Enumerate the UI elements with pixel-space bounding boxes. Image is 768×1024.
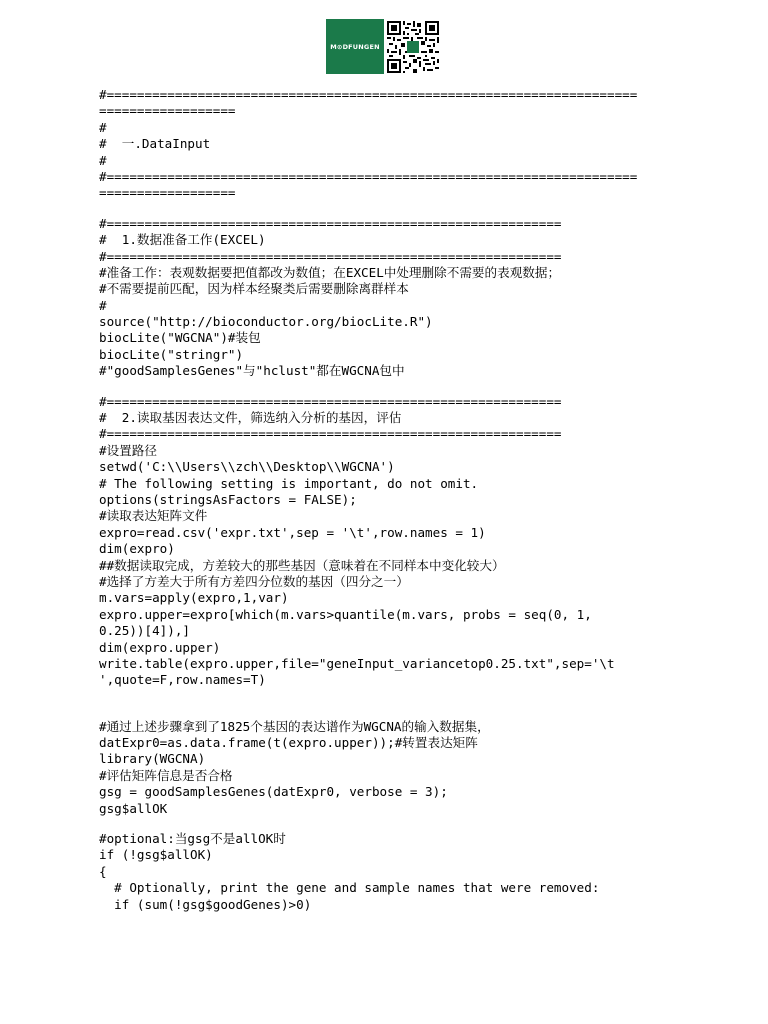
code-line: ==================	[99, 185, 236, 201]
code-line: expro=read.csv('expr.txt',sep = '\t',row.names = 1)	[99, 524, 486, 540]
code-line: #============================================================	[99, 215, 562, 231]
code-line: #设置路径	[99, 442, 157, 458]
code-line: # Optionally, print the gene and sample names that were removed:	[99, 880, 600, 896]
code-line: #"goodSamplesGenes"与"hclust"都在WGCNA包中	[99, 363, 405, 379]
code-line: datExpr0=as.data.frame(t(expro.upper));#转置表达矩阵	[99, 735, 478, 751]
code-line: m.vars=apply(expro,1,var)	[99, 590, 289, 606]
code-line: options(stringsAsFactors = FALSE);	[99, 491, 357, 507]
code-line: # The following setting is important, do not omit.	[99, 475, 479, 491]
code-line: # 2.读取基因表达文件，筛选纳入分析的基因，评估	[99, 410, 402, 426]
code-line: if (!gsg$allOK)	[99, 847, 213, 863]
code-line: 0.25))[4]),]	[99, 623, 190, 639]
code-line: #通过上述步骤拿到了1825个基因的表达谱作为WGCNA的输入数据集，	[99, 718, 490, 734]
code-line: #============================================================	[99, 393, 562, 409]
block-spacer	[99, 202, 699, 216]
block-spacer	[99, 380, 699, 394]
code-line: biocLite("WGCNA")#装包	[99, 330, 261, 346]
code-line: #	[99, 152, 107, 168]
code-line: write.table(expro.upper,file="geneInput_variancetop0.25.txt",sep='\t	[99, 655, 615, 671]
code-line: #不需要提前匹配，因为样本经聚类后需要删除离群样本	[99, 281, 409, 297]
code-line: #	[99, 119, 107, 135]
code-line: #选择了方差大于所有方差四分位数的基因（四分之一）	[99, 573, 409, 589]
code-line: gsg$allOK	[99, 800, 168, 816]
code-line: setwd('C:\\Users\\zch\\Desktop\\WGCNA')	[99, 459, 395, 475]
code-line: {	[99, 863, 107, 879]
code-line: #准备工作：表观数据要把值都改为数值；在EXCEL中处理删除不需要的表观数据；	[99, 264, 561, 280]
code-line: ',quote=F,row.names=T)	[99, 672, 266, 688]
code-line: expro.upper=expro[which(m.vars>quantile(m.vars, probs = seq(0, 1,	[99, 606, 592, 622]
code-line: dim(expro)	[99, 541, 175, 557]
code-listing	[99, 87, 699, 913]
code-line: #============================================================	[99, 426, 562, 442]
code-line: biocLite("stringr")	[99, 346, 244, 362]
code-line: #======================================================================	[99, 87, 638, 102]
block-spacer	[99, 689, 699, 719]
code-line: if (sum(!gsg$goodGenes)>0)	[99, 896, 312, 912]
block-spacer	[99, 817, 699, 831]
code-line: #读取表达矩阵文件	[99, 508, 208, 524]
code-line: source("http://bioconductor.org/biocLite.R")	[99, 314, 433, 330]
code-line: #	[99, 297, 107, 313]
code-line: library(WGCNA)	[99, 751, 206, 767]
qr-code-icon	[387, 21, 439, 73]
code-line: #optional:当gsg不是allOK时	[99, 831, 286, 847]
code-line: #============================================================	[99, 248, 562, 264]
code-line: dim(expro.upper)	[99, 639, 221, 655]
code-line: #评估矩阵信息是否合格	[99, 767, 233, 783]
brand-logo-text: M⊙DFUNGEN	[330, 42, 380, 51]
code-line: gsg = goodSamplesGenes(datExpr0, verbose = 3);	[99, 784, 448, 800]
code-line: # 1.数据准备工作(EXCEL)	[99, 232, 266, 248]
code-line: ==================	[99, 103, 236, 119]
brand-logo-icon	[326, 19, 384, 74]
code-line: ##数据读取完成，方差较大的那些基因（意味着在不同样本中变化较大）	[99, 557, 505, 573]
code-line: #======================================================================	[99, 168, 638, 184]
code-line: # 一.DataInput	[99, 136, 211, 152]
